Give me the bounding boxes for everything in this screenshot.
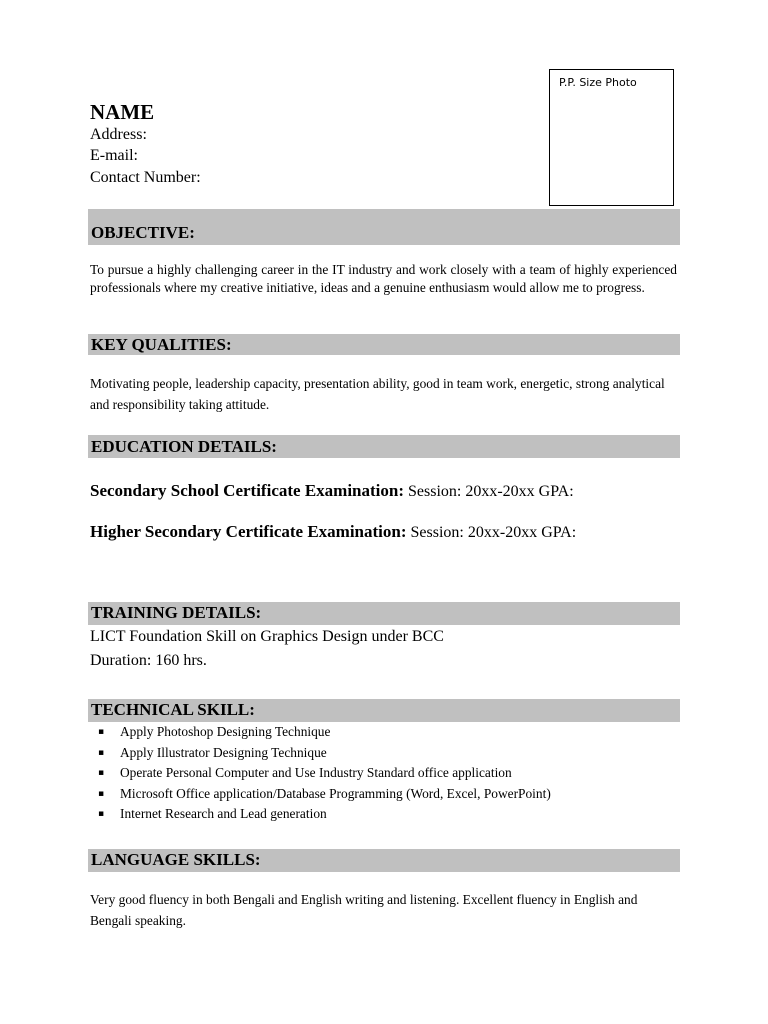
education-item-ssc — [90, 481, 574, 502]
bullet-icon: ▪ — [98, 768, 105, 778]
skill-text: Microsoft Office application/Database Programming (Word, Excel, PowerPoint) — [120, 785, 551, 801]
photo-placeholder — [549, 69, 674, 206]
list-item — [98, 743, 551, 764]
skill-text: Operate Personal Computer and Use Industry Standard office application — [120, 765, 512, 780]
exam-name: Secondary School Certificate Examination: — [90, 481, 404, 500]
exam-detail: Session: 20xx-20xx GPA: — [406, 524, 577, 541]
exam-detail: Session: 20xx-20xx GPA: — [404, 483, 574, 500]
bullet-icon: ▪ — [98, 809, 105, 819]
education-heading: EDUCATION DETAILS: — [88, 435, 680, 458]
skill-text: Internet Research and Lead generation — [120, 806, 327, 821]
training-heading: TRAINING DETAILS: — [88, 602, 680, 625]
bullet-icon: ▪ — [98, 788, 105, 799]
photo-label: P.P. Size Photo — [559, 76, 637, 89]
bullet-icon: ▪ — [98, 727, 105, 737]
key-qualities-text: Motivating people, leadership capacity, presentation ability, good in team work, energetic, strong analytical and responsibility taking attitude. — [90, 376, 665, 412]
skill-text: Apply Illustrator Designing Technique — [120, 744, 327, 760]
list-item — [98, 804, 551, 825]
training-duration: Duration: 160 hrs. — [90, 652, 207, 669]
technical-skill-heading: TECHNICAL SKILL: — [88, 699, 680, 722]
training-course: LICT Foundation Skill on Graphics Design under BCC — [90, 628, 444, 645]
key-qualities-heading: KEY QUALITIES: — [88, 334, 680, 355]
technical-skill-list — [98, 722, 551, 825]
candidate-name: NAME — [90, 100, 155, 124]
language-skills-heading: LANGUAGE SKILLS: — [88, 849, 680, 872]
exam-name: Higher Secondary Certificate Examination: — [90, 522, 407, 541]
list-item — [98, 784, 551, 805]
language-skills-text: Very good fluency in both Bengali and English writing and listening. Excellent fluency in English and Bengali speaking. — [90, 892, 638, 928]
skill-text: Apply Photoshop Designing Technique — [120, 724, 331, 739]
email-label: E-mail: — [90, 147, 138, 164]
list-item — [98, 763, 551, 784]
education-item-hsc — [90, 522, 576, 543]
bullet-icon: ▪ — [98, 747, 105, 758]
address-label: Address: — [90, 126, 147, 143]
list-item — [98, 722, 551, 743]
objective-heading: OBJECTIVE: — [88, 209, 680, 245]
contact-number-label: Contact Number: — [90, 169, 201, 186]
objective-text: To pursue a highly challenging career in the IT industry and work closely with a team of highly experienced professionals where my creative initiative, ideas and a genuine enthusiasm would allow me to progress. — [90, 262, 677, 295]
